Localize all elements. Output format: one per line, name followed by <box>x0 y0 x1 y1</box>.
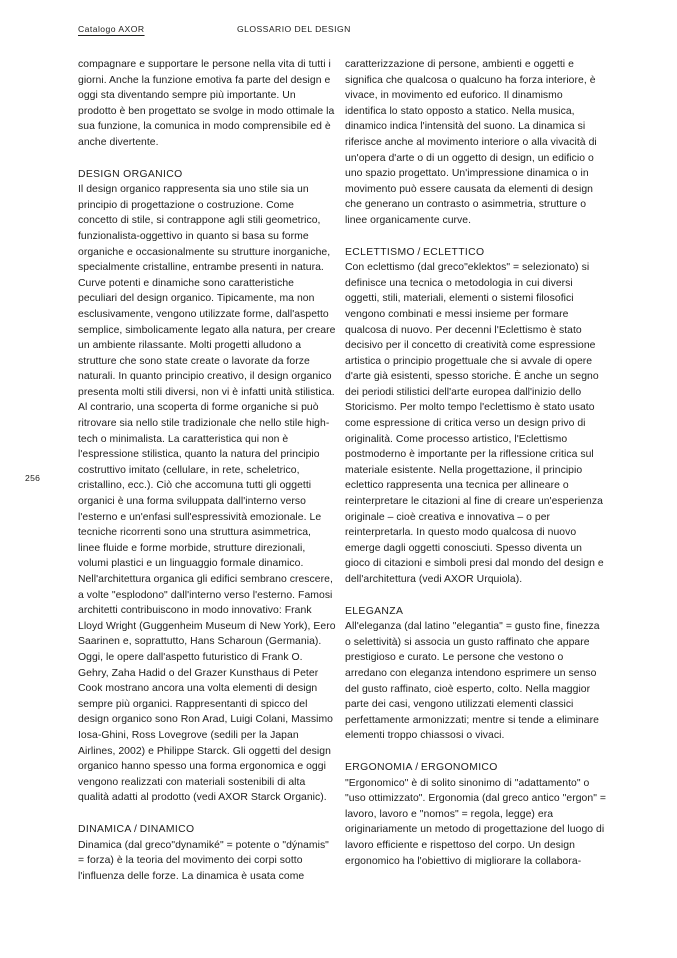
glossary-term-heading: DINAMICA / DINAMICO <box>78 823 195 835</box>
glossary-paragraph: Il design organico rappresenta sia uno stile sia un principio di progettazione o costruzione. Come concetto di stile, si contrappone agli stili geometrico, funzionalista-oggettivo in quanto si basa su forme organiche e occasionalmente su strutture inorganiche, specialmente cristalline, entrambe presenti in natura. Curve potenti e dinamiche sono caratteristiche peculiari del design organico. Tipicamente, ma non esclusivamente, vengono utilizzate forme, dall'aspetto semplice, simbolicamente legato alla natura, per creare un ambiente rilassante. Molti progetti alludono a strutture che sono state create o lavorate da forze naturali. In quanto principio creativo, il design organico presenta molti stili diversi, non vi è infatti unità stilistica. Al contrario, una scoperta di forme organiche si può ritrovare sia nello stile tradizionale che nello stile high-tech o minimalista. La caratteristica qui non è l'espressione stilistica, quanto la natura del principio costruttivo imitato (cellulare, in rete, scheletrico, cristallino, ecc.). Ciò che accomuna tutti gli oggetti organici è una forma sviluppata dall'interno verso l'esterno e un'enfasi sull'espressività emozionale. Le tecniche ricorrenti sono una struttura asimmetrica, linee fluide e forme morbide, strutture direzionali, volumi plastici e un linguaggio formale dinamico. Nell'architettura organica gli edifici sembrano crescere, a volte "esplodono" dall'interno verso l'esterno. Famosi architetti contribuiscono in modo innovativo: Frank Lloyd Wright (Guggenheim Museum di New York), Eero Saarinen e, soprattutto, Hans Scharoun (Germania). Oggi, le opere dall'aspetto futuristico di Frank O. Gehry, Zaha Hadid o del Grazer Kunsthaus di Peter Cook mostrano ancora una volta elementi di design sempre più organici. Rappresentanti di spicco del design organico sono Ron Arad, Luigi Colani, Massimo Iosa-Ghini, Ross Lovegrove (sedili per la Japan Airlines, 2002) e Philippe Starck. Gli oggetti del design organico hanno spesso una forma ergonomica e oggi vengono realizzati con materiali sostenibili di alta qualità adatti al prodotto (vedi AXOR Starck Organic). <box>78 184 336 804</box>
page-number: 256 <box>25 473 41 483</box>
glossary-term-heading: DESIGN ORGANICO <box>78 168 183 180</box>
page-title: GLOSSARIO DEL DESIGN <box>237 24 351 34</box>
glossary-paragraph: compagnare e supportare le persone nella vita di tutti i giorni. Anche la funzione emotiva fa parte del design e oggi sta diventando sempre più importante. Un prodotto è ben progettato se svolge in modo ottimale la sua funzione, la comunica in modo comprensibile ed è anche divertente. <box>78 59 335 148</box>
glossary-paragraph: All'eleganza (dal latino "elegantia" = gusto fine, finezza o selettività) si associa un gusto raffinato che appare prestigioso e curato. Le persone che vestono o arredano con eleganza intendono esprimere un senso del gusto raffinato, cioè esperto, colto. Nella maggior parte dei casi, vengono utilizzati elementi classici perfettamente armonizzati; mentre si tende a eliminare elementi troppo chiassosi o vivaci. <box>345 621 600 742</box>
text-column-left <box>78 57 336 884</box>
catalog-label: Catalogo AXOR <box>78 24 145 34</box>
text-column-right <box>345 57 607 869</box>
glossary-term-heading: ELEGANZA <box>345 605 404 617</box>
glossary-term-heading: ERGONOMIA / ERGONOMICO <box>345 761 498 773</box>
glossary-paragraph: caratterizzazione di persone, ambienti e oggetti e significa che qualcosa o qualcuno ha forza interiore, è vivace, in movimento ed euforico. Il dinamismo identifica lo stato opposto a statico. Nella musica, dinamico indica l'intensità del suono. La dinamica si riferisce anche al movimento interiore o alla vivacità di un'opera d'arte o di un oggetto di design, un edificio o uno spazio progettato. Un'impressione dinamica o in movimento può essere causata da elementi di design che generano un contrasto o asimmetria, strutture o linee organicamente curve. <box>345 59 597 226</box>
glossary-paragraph: Con eclettismo (dal greco"eklektos" = selezionato) si definisce una tecnica o metodologia in cui diversi oggetti, stili, materiali, elementi o sistemi filosofici vengono combinati e messi insieme per formare qualcosa di nuovo. Per decenni l'Eclettismo è stato decisivo per il concetto di creatività come espressione artistica o principio progettuale che si avvale di opere d'arte già esistenti, spesso storiche. È anche un segno dei periodi stilistici dell'arte europea dall'inizio dello Storicismo. Per molto tempo l'eclettismo è stato usato come espressione di critica verso un design privo di originalità. Come processo artistico, l'Eclettismo postmoderno è importante per la riflessione critica sul materiale esistente. Nella progettazione, il principio eclettico rappresenta una tecnica per allineare o reinterpretare le citazioni al fine di creare un'esperienza originale – cioè creativa e innovativa – o per reinterpretarla. In questo modo qualcosa di nuovo emerge dagli oggetti conosciuti. Spesso diventa un gioco di citazioni e simboli presi dal mondo del design e dell'architettura (vedi AXOR Urquiola). <box>345 262 604 585</box>
glossary-paragraph: "Ergonomico" è di solito sinonimo di "adattamento" o "uso ottimizzato". Ergonomia (dal greco antico "ergon" = lavoro, lavoro e "nomos" = regola, legge) era originariamente un metodo di progettazione del luogo di lavoro efficiente e rispettoso del corpo. Un design ergonomico ha l'obiettivo di migliorare la collabora- <box>345 777 606 867</box>
glossary-paragraph: Dinamica (dal greco"dynamiké" = potente o "dýnamis" = forza) è la teoria del movimento dei corpi sotto l'influenza delle forze. La dinamica è usata come <box>78 839 329 882</box>
glossary-term-heading: ECLETTISMO / ECLETTICO <box>345 246 485 258</box>
